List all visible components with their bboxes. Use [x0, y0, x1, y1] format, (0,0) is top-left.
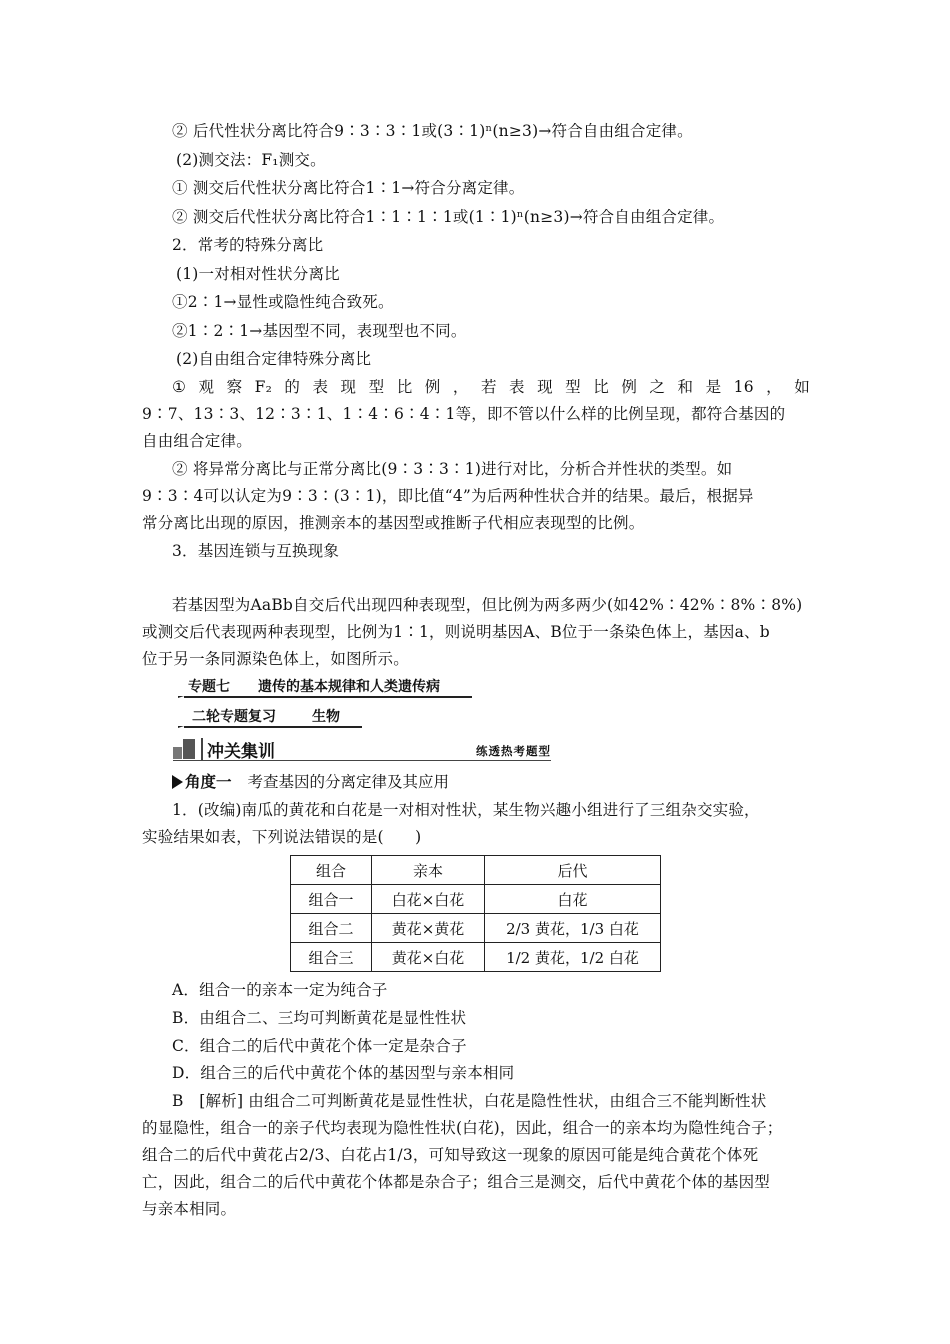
text-token: 观 — [198, 378, 215, 396]
text-token: 例 — [424, 378, 441, 396]
topic-banner — [178, 676, 472, 698]
topic-number: 专题七 — [188, 679, 230, 695]
text-line: ①2∶1→显性或隐性纯合致死。 — [172, 293, 394, 311]
angle-label: 角度一 — [185, 773, 232, 791]
text-token: 若 — [480, 378, 497, 396]
table-cell: 黄花×黄花 — [372, 914, 485, 943]
question-stem: 实验结果如表，下列说法错误的是( ) — [142, 828, 422, 846]
option-c: C．组合二的后代中黄花个体一定是杂合子 — [172, 1037, 467, 1055]
table-row — [291, 914, 661, 943]
text-line: 自由组合定律。 — [142, 432, 252, 450]
text-token: 例 — [621, 378, 638, 396]
angle-text: 考查基因的分离定律及其应用 — [247, 773, 450, 791]
text-token: 比 — [396, 378, 413, 396]
text-line: ② 后代性状分离比符合9∶3∶3∶1或(3∶1)ⁿ(n≥3)→符合自由组合定律。 — [172, 122, 693, 140]
table-cell: 白花×白花 — [372, 885, 485, 914]
table-header-row — [291, 856, 661, 885]
table-cell: 组合三 — [291, 943, 372, 972]
text-token: 如 — [794, 378, 810, 396]
text-token: F₂ — [254, 378, 273, 396]
text-token: 16 — [733, 378, 754, 396]
review-label: 二轮专题复习 — [192, 709, 276, 725]
text-line: (1)一对相对性状分离比 — [176, 265, 340, 283]
table-cell: 1/2 黄花，1/2 白花 — [485, 943, 661, 972]
table-header: 亲本 — [372, 856, 485, 885]
text-token: 是 — [705, 378, 722, 396]
text-token: 的 — [284, 378, 301, 396]
text-token: ① — [172, 378, 187, 396]
results-table — [290, 855, 661, 972]
table-cell: 黄花×白花 — [372, 943, 485, 972]
justified-line — [172, 377, 810, 397]
option-d: D．组合三的后代中黄花个体的基因型与亲本相同 — [172, 1064, 515, 1082]
text-line: 9∶3∶4可以认定为9∶3∶(3∶1)，即比值“4”为后两种性状合并的结果。最后，根据异 — [142, 487, 754, 505]
text-line: ② 测交后代性状分离比符合1∶1∶1∶1或(1∶1)ⁿ(n≥3)→符合自由组合定律。 — [172, 208, 725, 226]
text-line: ② 将异常分离比与正常分离比(9∶3∶3∶1)进行对比，分析合并性状的类型。如 — [172, 460, 733, 478]
text-token: 比 — [593, 378, 609, 396]
table-header: 组合 — [291, 856, 372, 885]
text-token: 表 — [312, 378, 329, 396]
text-token: ， — [766, 378, 782, 396]
table-cell: 组合一 — [291, 885, 372, 914]
section-subtitle: 练透热考题型 — [476, 744, 551, 758]
text-token: 之 — [649, 378, 666, 396]
table-cell: 白花 — [485, 885, 661, 914]
option-b: B．由组合二、三均可判断黄花是显性性状 — [172, 1009, 467, 1027]
text-token: 察 — [226, 378, 243, 396]
table-cell: 2/3 黄花，1/3 白花 — [485, 914, 661, 943]
table-row — [291, 943, 661, 972]
table-row — [291, 885, 661, 914]
table-cell: 组合二 — [291, 914, 372, 943]
text-line: 位于另一条同源染色体上，如图所示。 — [142, 650, 409, 668]
text-token: 现 — [537, 378, 553, 396]
text-token: 现 — [340, 378, 357, 396]
section-title: 冲关集训 — [207, 742, 275, 762]
text-token: ， — [452, 378, 469, 396]
text-line: 9∶7、13∶3、12∶3∶1、1∶4∶6∶4∶1等，即不管以什么样的比例呈现，都符合基因的 — [142, 405, 786, 423]
text-token: 和 — [677, 378, 694, 396]
subject-label: 生物 — [312, 709, 340, 725]
text-token: 型 — [368, 378, 385, 396]
text-line: ① 测交后代性状分离比符合1∶1→符合分离定律。 — [172, 179, 525, 197]
question-stem: 1．(改编)南瓜的黄花和白花是一对相对性状，某生物兴趣小组进行了三组杂交实验， — [172, 801, 760, 819]
review-banner — [178, 706, 362, 728]
text-line: 若基因型为AaBb自交后代出现四种表现型，但比例为两多两少(如42%∶42%∶8%∶8%) — [172, 596, 803, 614]
answer-line: 的显隐性，组合一的亲子代均表现为隐性性状(白花)，因此，组合一的亲本均为隐性纯合子； — [142, 1119, 783, 1137]
angle-heading — [172, 770, 449, 792]
text-line: ②1∶2∶1→基因型不同，表现型也不同。 — [172, 322, 467, 340]
topic-title: 遗传的基本规律和人类遗传病 — [258, 679, 440, 695]
section-heading: 2．常考的特殊分离比 — [172, 236, 324, 254]
text-line: (2)测交法：F₁测交。 — [176, 151, 326, 169]
text-token: 型 — [565, 378, 581, 396]
text-line: 常分离比出现的原因，推测亲本的基因型或推断子代相应表现型的比例。 — [142, 514, 645, 532]
text-line: 或测交后代表现两种表现型，比例为1∶1，则说明基因A、B位于一条染色体上，基因a、b — [142, 623, 770, 641]
answer-line: B [解析] 由组合二可判断黄花是显性性状，白花是隐性性状，由组合三不能判断性状 — [172, 1092, 767, 1110]
section-divider — [201, 738, 203, 760]
table-header: 后代 — [485, 856, 661, 885]
answer-line: 与亲本相同。 — [142, 1200, 237, 1218]
play-triangle-icon — [172, 775, 183, 789]
answer-line: 组合二的后代中黄花占2/3、白花占1/3，可知导致这一现象的原因可能是纯合黄花个体死 — [142, 1146, 759, 1164]
section-heading: 3．基因连锁与互换现象 — [172, 542, 340, 560]
option-a: A．组合一的亲本一定为纯合子 — [172, 981, 388, 999]
answer-line: 亡，因此，组合二的后代中黄花个体都是杂合子；组合三是测交，后代中黄花个体的基因型 — [142, 1173, 771, 1191]
section-header — [173, 738, 551, 761]
text-token: 表 — [509, 378, 525, 396]
section-blocks-icon — [173, 739, 195, 759]
text-line: (2)自由组合定律特殊分离比 — [176, 350, 372, 368]
